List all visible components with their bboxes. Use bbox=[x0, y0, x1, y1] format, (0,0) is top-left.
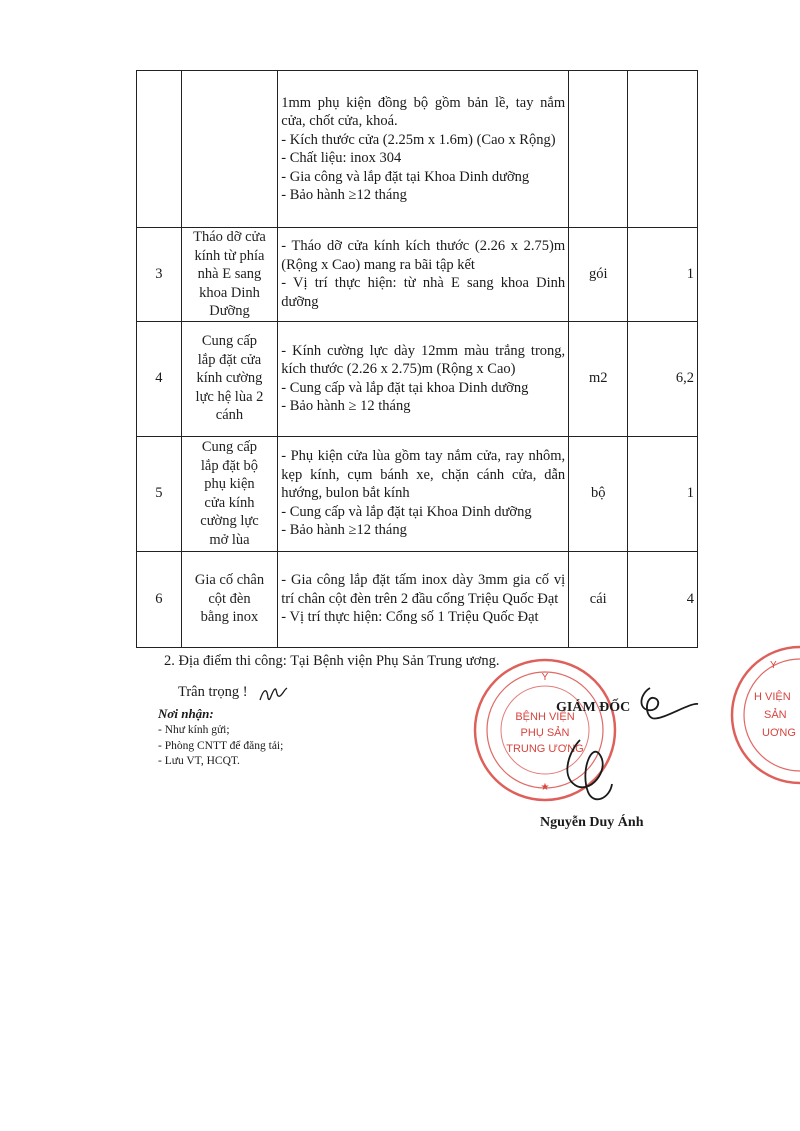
items-table bbox=[136, 70, 698, 648]
row-number: 6 bbox=[137, 551, 182, 647]
table-row bbox=[137, 71, 698, 228]
partial-stamp-line-3: UƠNG bbox=[762, 727, 796, 739]
description-line: - Vị trí thực hiện: từ nhà E sang khoa Dinh dưỡng bbox=[281, 275, 566, 310]
recipient-item: - Lưu VT, HCQT. bbox=[158, 755, 240, 767]
item-name-line: Cung cấp bbox=[201, 439, 258, 455]
recipient-item: - Như kính gửi; bbox=[158, 724, 230, 736]
item-name-line: nhà E sang bbox=[197, 266, 262, 282]
description-line: - Kính cường lực dày 12mm màu trắng trong, kích thước (2.26 x 2.75)m (Rộng x Cao) bbox=[281, 342, 566, 377]
item-name bbox=[181, 228, 278, 322]
table-row bbox=[137, 436, 698, 551]
partial-stamp-line-1: H VIỆN bbox=[754, 691, 791, 703]
item-name-line: lắp đặt bộ bbox=[200, 457, 259, 474]
item-name bbox=[181, 321, 278, 436]
item-quantity: 1 bbox=[628, 228, 698, 322]
item-name-line: khoa Dinh bbox=[199, 284, 260, 301]
description-line: - Cung cấp và lắp đặt tại Khoa Dinh dưỡng bbox=[281, 503, 532, 520]
item-name bbox=[181, 71, 278, 228]
item-name-line: kính từ phía bbox=[194, 247, 265, 264]
item-name-line: lực hệ lùa 2 bbox=[195, 388, 264, 405]
description-line: - Chất liệu: inox 304 bbox=[281, 150, 402, 166]
row-number: 5 bbox=[137, 436, 182, 551]
item-quantity: 1 bbox=[628, 436, 698, 551]
row-number: 4 bbox=[137, 321, 182, 436]
item-name-line: Gia cố chân bbox=[194, 572, 265, 589]
item-description bbox=[278, 551, 569, 647]
signer-name: Nguyễn Duy Ánh bbox=[540, 815, 644, 830]
item-unit: gói bbox=[569, 228, 628, 322]
row-number bbox=[137, 71, 182, 228]
description-line: - Gia công và lắp đặt tại Khoa Dinh dưỡng bbox=[281, 168, 530, 185]
initial-flourish bbox=[258, 684, 288, 706]
row-number: 3 bbox=[137, 228, 182, 322]
item-unit: m2 bbox=[569, 321, 628, 436]
item-quantity: 6,2 bbox=[628, 321, 698, 436]
description-line: - Phụ kiện cửa lùa gồm tay nắm cửa, ray nhôm, kẹp kính, cụm bánh xe, chặn cánh cửa, dẫn hướng, bulon bắt kính bbox=[281, 448, 566, 502]
item-name-line: kính cường bbox=[196, 370, 263, 387]
description-line: - Bảo hành ≥ 12 tháng bbox=[281, 398, 411, 414]
item-name-line: Dưỡng bbox=[209, 303, 250, 319]
item-name bbox=[181, 436, 278, 551]
description-line: - Gia công lắp đặt tấm inox dày 3mm gia cố vị trí chân cột đèn trên 2 đầu cổng Triệu Quốc Đạt bbox=[281, 572, 566, 607]
table-row bbox=[137, 551, 698, 647]
item-name-line: lắp đặt cửa bbox=[197, 351, 262, 368]
director-signature bbox=[540, 680, 700, 810]
item-description bbox=[278, 228, 569, 322]
stamp-line-1: BỆNH VIỆN bbox=[515, 711, 575, 723]
item-name-line: cường lực bbox=[200, 513, 259, 529]
recipients-list bbox=[158, 723, 283, 770]
item-name-line: Tháo dỡ cửa bbox=[193, 229, 266, 245]
item-unit: cái bbox=[569, 551, 628, 647]
item-name-line: phụ kiện bbox=[204, 476, 255, 492]
description-line: - Bảo hành ≥12 tháng bbox=[281, 187, 407, 203]
description-line: - Cung cấp và lắp đặt tại khoa Dinh dưỡng bbox=[281, 379, 529, 396]
item-unit: bộ bbox=[569, 436, 628, 551]
item-description bbox=[278, 436, 569, 551]
description-line: 1mm phụ kiện đồng bộ gồm bản lề, tay nắm cửa, chốt cửa, khoá. bbox=[281, 94, 566, 129]
item-name-line: cửa kính bbox=[204, 494, 255, 511]
item-name-line: cột đèn bbox=[208, 590, 251, 607]
item-quantity bbox=[628, 71, 698, 228]
recipients-title: Nơi nhận: bbox=[158, 706, 214, 721]
item-name-line: cánh bbox=[215, 407, 244, 424]
description-line: - Tháo dỡ cửa kính kích thước (2.26 x 2.75)m (Rộng x Cao) mang ra bãi tập kết bbox=[281, 238, 566, 273]
item-quantity: 4 bbox=[628, 551, 698, 647]
partial-stamp-line-2: SẢN bbox=[764, 709, 787, 721]
svg-text:Y: Y bbox=[541, 672, 549, 683]
table-row bbox=[137, 321, 698, 436]
item-description bbox=[278, 71, 569, 228]
recipient-item: - Phòng CNTT để đăng tải; bbox=[158, 739, 284, 752]
stamp-line-3: TRUNG ƯƠNG bbox=[506, 743, 584, 755]
item-name bbox=[181, 551, 278, 647]
item-name-line: Cung cấp bbox=[201, 333, 258, 350]
description-line: - Bảo hành ≥12 tháng bbox=[281, 522, 407, 539]
greeting: Trân trọng ! bbox=[178, 684, 248, 700]
item-name-line: bằng inox bbox=[200, 609, 259, 626]
items-table-body bbox=[137, 71, 698, 648]
partial-stamp bbox=[720, 640, 800, 790]
item-unit bbox=[569, 71, 628, 228]
item-description bbox=[278, 321, 569, 436]
svg-text:★: ★ bbox=[540, 782, 550, 793]
signer-title: GIÁM ĐỐC bbox=[556, 700, 631, 715]
item-name-line: mở lùa bbox=[209, 531, 250, 548]
table-row bbox=[137, 228, 698, 322]
description-line: - Kích thước cửa (2.25m x 1.6m) (Cao x Rộng) bbox=[281, 131, 556, 148]
svg-text:Y: Y bbox=[770, 660, 777, 671]
stamp-line-2: PHỤ SẢN bbox=[520, 727, 570, 739]
construction-location: 2. Địa điểm thi công: Tại Bệnh viện Phụ Sản Trung ương. bbox=[164, 653, 500, 669]
description-line: - Vị trí thực hiện: Cổng số 1 Triệu Quốc Đạt bbox=[281, 609, 539, 626]
